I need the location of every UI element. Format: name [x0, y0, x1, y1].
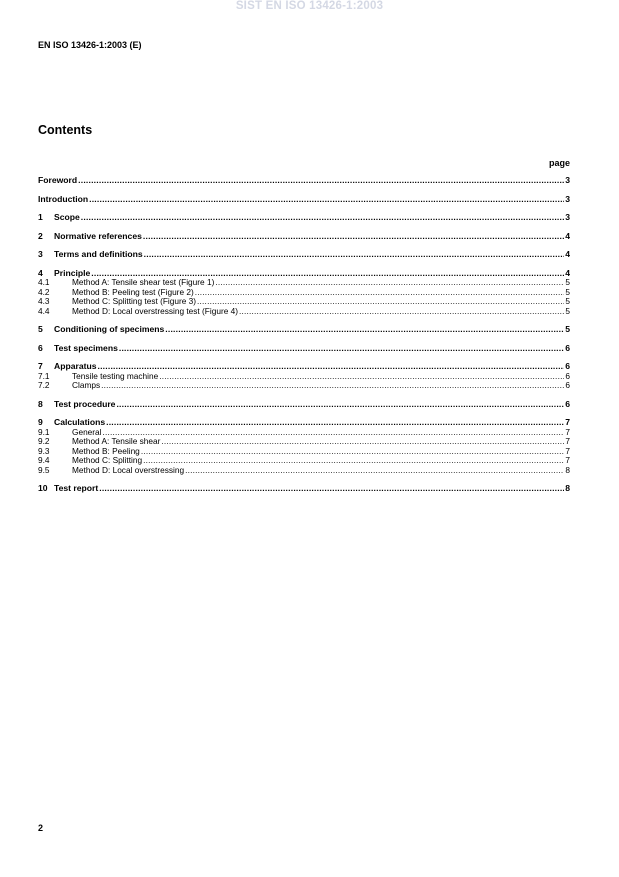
- toc-dot-leader: [143, 232, 564, 242]
- toc-dot-leader: [78, 176, 564, 186]
- toc-dot-leader: [116, 400, 564, 410]
- toc-dot-leader: [165, 325, 564, 335]
- toc-dot-leader: [89, 195, 564, 205]
- toc-entry-number: 4.1: [38, 277, 50, 287]
- toc-dot-leader: [161, 437, 564, 447]
- toc-entry-title: Method D: Local overstressing test (Figure 4): [72, 305, 239, 316]
- toc-entry-page: 6: [565, 380, 570, 390]
- toc-entry[interactable]: [38, 307, 570, 317]
- toc-entry[interactable]: [38, 344, 570, 354]
- toc-entry[interactable]: [38, 176, 570, 186]
- toc-entry-title: Method C: Splitting: [72, 455, 143, 465]
- contents-heading: Contents: [38, 123, 93, 137]
- toc-entry-title: Conditioning of specimens: [54, 324, 165, 334]
- toc-entry-title: General: [72, 426, 102, 437]
- page-number: 2: [38, 823, 44, 833]
- toc-entry-title: Tensile testing machine: [72, 370, 159, 381]
- toc-entry[interactable]: [38, 250, 570, 260]
- toc-entry-title: Scope: [54, 212, 80, 222]
- toc-entry-title: Method D: Local overstressing: [72, 464, 185, 475]
- toc-entry-page: 6: [565, 398, 570, 409]
- toc-entry[interactable]: [38, 418, 570, 428]
- toc-dot-leader: [239, 307, 564, 317]
- toc-dot-leader: [197, 297, 564, 307]
- toc-entry-title: Terms and definitions: [54, 249, 143, 259]
- toc-entry[interactable]: [38, 213, 570, 223]
- page-column-label: page: [548, 158, 570, 168]
- toc-dot-leader: [185, 466, 564, 476]
- toc-entry[interactable]: [38, 381, 570, 391]
- toc-entry-number: 7: [38, 361, 43, 371]
- toc-entry-title: Method A: Tensile shear: [72, 436, 161, 446]
- toc-dot-leader: [143, 456, 564, 466]
- toc-entry-title: Introduction: [38, 193, 89, 204]
- toc-dot-leader: [144, 250, 565, 260]
- toc-entry-page: 7: [565, 426, 570, 437]
- toc-entry-number: 8: [38, 398, 43, 409]
- toc-entry-number: 9.5: [38, 464, 50, 475]
- toc-entry[interactable]: [38, 484, 570, 494]
- toc-entry-title: Test procedure: [54, 398, 116, 409]
- toc-entry-page: 5: [565, 305, 570, 316]
- toc-entry-page: 4: [565, 249, 570, 259]
- toc-entry[interactable]: [38, 466, 570, 476]
- toc-entry-title: Method B: Peeling: [72, 445, 140, 456]
- toc-dot-leader: [106, 418, 564, 428]
- toc-entry-number: 5: [38, 324, 43, 334]
- toc-entry-number: 1: [38, 212, 43, 222]
- toc-entry-title: Calculations: [54, 417, 106, 427]
- toc-entry-title: Method B: Peeling test (Figure 2): [72, 286, 194, 297]
- toc-entry-number: 4: [38, 267, 43, 278]
- watermark: SIST EN ISO 13426-1:2003: [235, 0, 384, 12]
- toc-dot-leader: [159, 372, 564, 382]
- toc-entry[interactable]: [38, 400, 570, 410]
- toc-entry-page: 5: [565, 286, 570, 297]
- toc-entry-page: 7: [565, 445, 570, 456]
- toc-entry[interactable]: [38, 372, 570, 382]
- toc-entry-page: 5: [565, 324, 570, 334]
- toc-entry[interactable]: [38, 195, 570, 205]
- toc-entry-number: 9.1: [38, 426, 50, 437]
- toc-entry-title: Foreword: [38, 175, 78, 185]
- toc-dot-leader: [98, 362, 565, 372]
- toc-entry-page: 6: [565, 370, 570, 381]
- toc-entry-page: 6: [565, 342, 570, 353]
- toc-entry-number: 9.4: [38, 455, 50, 465]
- toc-entry[interactable]: [38, 325, 570, 335]
- toc-entry-title: Test report: [54, 483, 99, 493]
- toc-entry-page: 8: [565, 464, 570, 475]
- toc-entry-page: 5: [565, 296, 570, 306]
- toc-entry-page: 3: [565, 175, 570, 185]
- toc-entry-number: 6: [38, 342, 43, 353]
- toc-entry-number: 2: [38, 230, 43, 241]
- toc-entry-page: 6: [565, 361, 570, 371]
- toc-entry-page: 4: [565, 267, 570, 278]
- toc-entry-number: 9.2: [38, 436, 50, 446]
- toc-dot-leader: [101, 381, 564, 391]
- toc-entry-number: 4.3: [38, 296, 50, 306]
- toc-entry-title: Test specimens: [54, 342, 118, 353]
- toc-entry-number: 10: [38, 483, 48, 493]
- toc-dot-leader: [99, 484, 564, 494]
- toc-entry-page: 3: [565, 193, 570, 204]
- toc-dot-leader: [215, 278, 564, 288]
- toc-entry-page: 3: [565, 212, 570, 222]
- toc-entry-number: 9: [38, 417, 43, 427]
- toc-entry-title: Principle: [54, 267, 91, 278]
- toc-entry-number: 7.2: [38, 380, 50, 390]
- toc-entry-page: 5: [565, 277, 570, 287]
- toc-entry-page: 7: [565, 455, 570, 465]
- table-of-contents: [38, 176, 570, 494]
- toc-entry-title: Method C: Splitting test (Figure 3): [72, 296, 197, 306]
- toc-dot-leader: [119, 344, 564, 354]
- toc-dot-leader: [141, 447, 565, 457]
- toc-dot-leader: [81, 213, 564, 223]
- document-identifier: EN ISO 13426-1:2003 (E): [38, 40, 142, 50]
- toc-entry-page: 4: [565, 230, 570, 241]
- toc-entry-number: 7.1: [38, 370, 50, 381]
- toc-entry-number: 4.2: [38, 286, 50, 297]
- toc-entry-page: 7: [565, 417, 570, 427]
- toc-entry-page: 7: [565, 436, 570, 446]
- toc-entry-title: Method A: Tensile shear test (Figure 1): [72, 277, 215, 287]
- toc-entry-title: Apparatus: [54, 361, 97, 371]
- toc-entry-page: 8: [565, 483, 570, 493]
- toc-entry-title: Clamps: [72, 380, 101, 390]
- toc-entry-number: 3: [38, 249, 43, 259]
- toc-dot-leader: [195, 288, 565, 298]
- toc-entry-title: Normative references: [54, 230, 142, 241]
- toc-entry-number: 9.3: [38, 445, 50, 456]
- toc-entry-number: 4.4: [38, 305, 50, 316]
- toc-dot-leader: [103, 428, 565, 438]
- toc-entry[interactable]: [38, 232, 570, 242]
